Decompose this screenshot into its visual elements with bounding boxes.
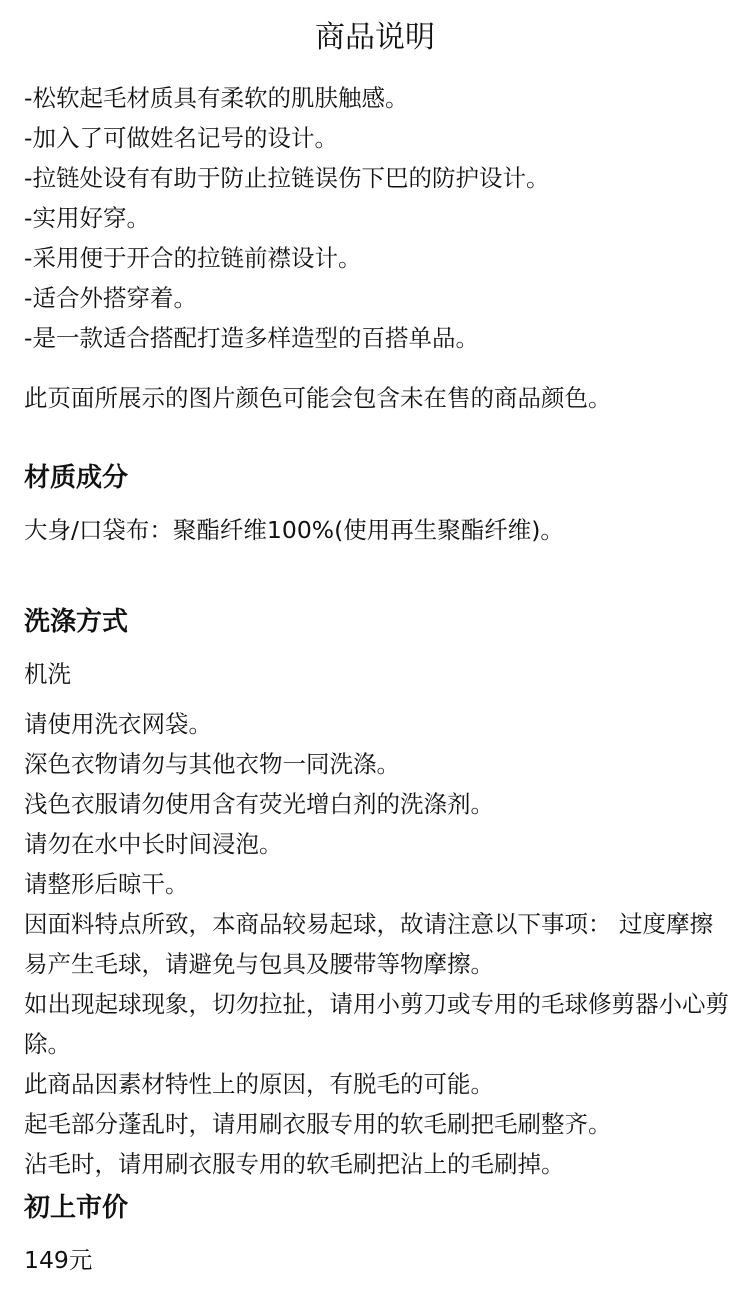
washing-line: 请整形后晾干。 [24,870,189,898]
washing-instructions [24,704,734,1184]
washing-line: 沾毛时，请用刷衣服专用的软毛刷把沾上的毛刷掉。 [24,1150,565,1178]
material-heading: 材质成分 [24,463,129,493]
feature-item: -松软起毛材质具有柔软的肌肤触感。 [24,84,409,112]
material-text: 大身/口袋布：聚酯纤维100%(使用再生聚酯纤维)。 [24,516,564,544]
feature-item: -适合外搭穿着。 [24,284,197,312]
washing-line: 起毛部分蓬乱时，请用刷衣服专用的软毛刷把毛刷整齐。 [24,1110,612,1138]
washing-line: 浅色衣服请勿使用含有荧光增白剂的洗涤剂。 [24,790,494,818]
feature-item: -是一款适合搭配打造多样造型的百搭单品。 [24,324,479,352]
feature-item: -加入了可做姓名记号的设计。 [24,124,338,152]
washing-heading: 洗涤方式 [24,607,129,637]
washing-line: 深色衣物请勿与其他衣物一同洗涤。 [24,750,400,778]
feature-item: -采用便于开合的拉链前襟设计。 [24,244,362,272]
washing-line: 请勿在水中长时间浸泡。 [24,830,283,858]
price-heading: 初上市价 [24,1193,129,1223]
feature-item: -实用好穿。 [24,204,150,232]
color-note: 此页面所展示的图片颜色可能会包含未在售的商品颜色。 [24,384,612,412]
price-value: 149元 [24,1246,93,1274]
washing-line: 请使用洗衣网袋。 [24,710,212,738]
washing-method: 机洗 [24,660,71,688]
washing-line: 此商品因素材特性上的原因，有脱毛的可能。 [24,1070,494,1098]
feature-list [24,78,734,358]
page-title: 商品说明 [315,20,435,55]
washing-line: 因面料特点所致，本商品较易起球，故请注意以下事项： 过度摩擦易产生毛球，请避免与包具及腰带等物摩擦。 [24,910,713,978]
washing-line: 如出现起球现象，切勿拉扯，请用小剪刀或专用的毛球修剪器小心剪除。 [24,990,729,1058]
feature-item: -拉链处设有有助于防止拉链误伤下巴的防护设计。 [24,164,550,192]
